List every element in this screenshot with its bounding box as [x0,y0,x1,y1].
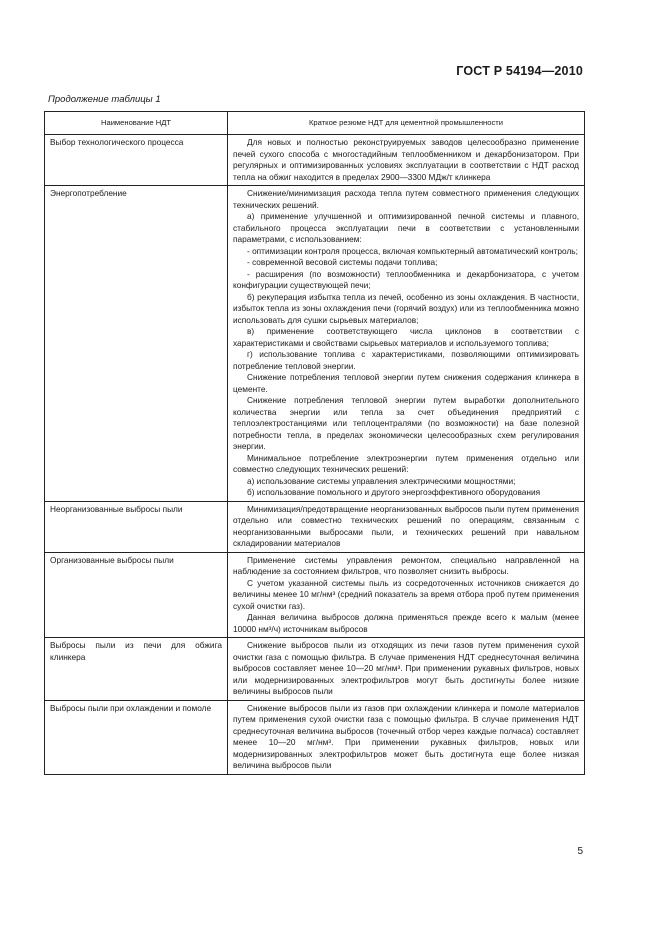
bat-name-cell: Энергопотребление [45,186,228,502]
summary-paragraph: - современной весовой системы подачи топлива; [247,257,438,267]
summary-paragraph: г) использование топлива с характеристиками, позволяющими оптимизировать потребление тепловой энергии. [233,349,579,371]
summary-paragraph: Минимизация/предотвращение неорганизованных выбросов пыли путем применения отдельно или совместно технических решений по операциям, связанным с неорганизованными выбросами пыли, и технических решений при навальном складировании материалов [233,503,579,548]
summary-paragraph: в) применение соответствующего числа циклонов в соответствии с характеристиками и свойствами сырьевых материалов и используемого топлива; [233,326,579,348]
column-header-summary: Краткое резюме НДТ для цементной промышленности [228,112,585,135]
summary-paragraph: б) рекуперация избытка тепла из печей, особенно из зоны охлаждения. В частности, избыток тепла из зоны охлаждения печи (горячий воздух) или из теплообменника можно использовать для сушки сырьевых материалов; [233,291,579,325]
summary-paragraph: Снижение выбросов пыли из отходящих из печи газов путем применения сухой очистки газа с помощью фильтра. В случае применения НДТ среднесуточная величина выбросов составляет менее 10—20 мг/нм³. При применении рукавных фильтров, новых или модернизированных электрофильтров могут быть достигнуты более низкие величины выбросов пыли [233,640,579,696]
summary-paragraph: Снижение потребления тепловой энергии путем выработки дополнительного количества энергии или тепла за счет объединения предприятий с теплоэлектростанциями или теплоцентралями (по возможности) на базе полезной потребности тепла, в пределах экономически целесообразных схем регулирования энергии. [233,395,579,451]
bat-name-cell: Выбор технологического процесса [45,135,228,186]
standard-code-header: ГОСТ Р 54194—2010 [456,64,583,78]
bat-name-cell: Организованные выбросы пыли [45,552,228,638]
summary-paragraph: Снижение/минимизация расхода тепла путем совместного применения следующих технических решений. [233,188,579,210]
summary-paragraph: Минимальное потребление электроэнергии путем применения отдельно или совместно следующих технических решений: [233,452,579,474]
table-row [45,501,585,552]
table-continuation-caption: Продолжение таблицы 1 [48,94,161,105]
bat-summary-cell [228,135,585,186]
bat-summary-cell [228,638,585,701]
summary-paragraph: а) применение улучшенной и оптимизированной печной системы и плавного, стабильного процесса эксплуатации печи в соответствии с установленными параметрами, с использованием: [233,211,579,244]
table-row [45,186,585,502]
summary-paragraph: - оптимизации контроля процесса, включая компьютерный автоматический контроль; [247,245,578,256]
bat-summary-cell [228,501,585,552]
bat-name-cell: Выбросы пыли из печи для обжига клинкера [45,638,228,701]
table-row [45,135,585,186]
table-row [45,552,585,638]
bat-summary-cell [228,700,585,774]
summary-paragraph: Применение системы управления ремонтом, специально направленной на наблюдение за состоянием фильтров, что позволяет снизить выбросы. [233,554,579,576]
table-row [45,700,585,774]
column-header-name: Наименование НДТ [45,112,228,135]
summary-paragraph: С учетом указанной системы пыль из сосредоточенных источников снижается до величины менее 10 мг/нм³ (средний показатель за время отбора проб путем применения сухой очистки газ). [233,577,579,611]
bat-table [44,111,585,775]
bat-name-cell: Неорганизованные выбросы пыли [45,501,228,552]
summary-paragraph: б) использование помольного и другого энергоэффективного оборудования [247,487,541,497]
table-row [45,638,585,701]
table-header-row [45,112,585,135]
summary-paragraph: Для новых и полностью реконструируемых заводов целесообразно применение печей сухого способа с многостадийным теплообменником и декарбонизатором. При регулярных и оптимизированных условиях эксплуатации в соответствии с НДТ расход тепла на обжиг находится в пределах 2900—3300 МДж/т клинкера [233,137,579,182]
bat-summary-cell [228,186,585,502]
bat-name-cell: Выбросы пыли при охлаждении и помоле [45,700,228,774]
page-number: 5 [577,846,583,857]
summary-paragraph: Данная величина выбросов должна применяться прежде всего к малым (менее 10000 нм³/ч) источникам выбросов [233,612,579,634]
summary-paragraph: - расширения (по возможности) теплообменника и декарбонизатора, с учетом конфигурации существующей печи; [233,268,579,290]
bat-summary-cell [228,552,585,638]
summary-paragraph: Снижение выбросов пыли из газов при охлаждении клинкера и помоле материалов путем применения сухой очистки газа с помощью фильтра. В случае применения НДТ среднесуточная величина выбросов (точечный отбор через каждые полчаса) составляет менее 10—20 мг/нм³. При применении рукавных фильтров, новых или модернизированных электрофильтров может быть достигнута еще более низкая величина выбросов пыли [233,702,579,770]
summary-paragraph: а) использование системы управления электрическими мощностями; [247,475,516,486]
summary-paragraph: Снижение потребления тепловой энергии путем снижения содержания клинкера в цементе. [233,372,579,394]
